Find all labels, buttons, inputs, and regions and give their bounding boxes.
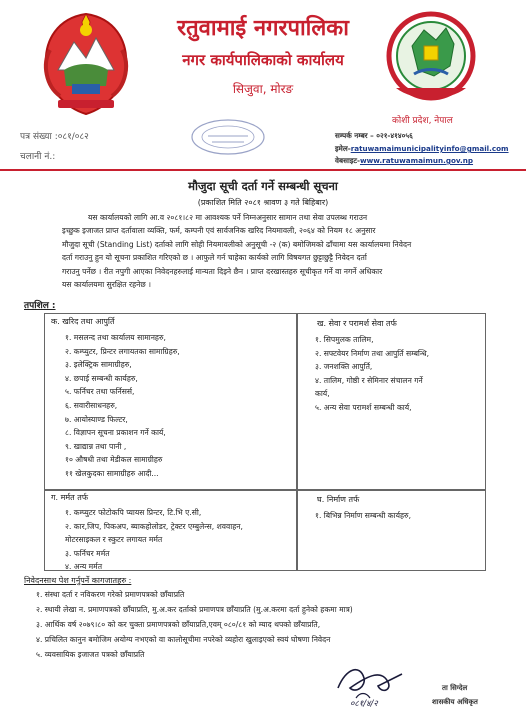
section-gha-list xyxy=(315,509,411,523)
list-item: ११ खेलकुदका सामाग्रीहरु आदी... xyxy=(65,468,159,478)
office-subtitle: नगर कार्यपालिकाको कार्यालय xyxy=(182,51,344,69)
office-stamp-icon xyxy=(188,118,268,156)
email-link[interactable]: ratuwamaimunicipalityinfo@gmail.com xyxy=(350,144,509,153)
list-item: कार्य, xyxy=(315,389,330,399)
list-item: ७. आयोस्याण्ड फिल्टर, xyxy=(65,414,128,424)
list-item: १. कम्प्युटर फोटोकपि प्यायस प्रिन्टर, टि.भि ए.सी, xyxy=(65,508,202,517)
document-item: ४. प्रचिलित कानुन बमोजिम अयोग्य नभएको वा कालोसूचीमा नपरेको व्यहोरा खुलाइएको स्वयं घोषणा निवेदन xyxy=(36,635,331,644)
list-item: २. कम्प्युटर, प्रिन्टर लगायतका सामाग्रिहरु, xyxy=(65,346,180,356)
list-item: ५. फर्निचर तथा फर्निसर्स, xyxy=(65,387,135,397)
list-item: ४. अन्य मर्मत xyxy=(65,562,103,572)
list-item: १. सिपमुलक तालिम, xyxy=(315,335,374,344)
document-item: ५. व्यवसायिक इजाजत पत्रको छाँयाप्रति xyxy=(36,650,145,659)
list-item: ८. विज्ञापन सूचना प्रकाशन गर्ने कार्य, xyxy=(65,428,166,438)
patra-sankhya: पत्र संख्या :०८१/०८२ xyxy=(20,132,89,142)
list-item: १. बिभिन्न निर्माण सम्बन्धी कार्यहरु, xyxy=(315,511,412,520)
list-item: ४. तालिम, गोष्ठी र सेमिनार संचालन गर्ने xyxy=(315,375,423,385)
section-ka-list xyxy=(65,331,180,481)
list-item: ९. खाद्यान्न तथा पानी , xyxy=(65,441,127,451)
chalani-number: चलानी नं.: xyxy=(20,152,56,162)
website-link[interactable]: www.ratuwamaimun.gov.np xyxy=(359,156,474,165)
list-item: २. कार,जिप, पिकअप, ब्याकहोलोडर, ट्रेक्टर एम्बुलेन्स, शववाहन, xyxy=(65,521,243,531)
published-date: (प्रकाशित मिति २०८१ श्रावण ३ गते बिहिबार) xyxy=(197,198,329,207)
list-item: ३. फर्निचर मर्मत xyxy=(65,548,110,558)
list-item: मोटरसाइकल र स्कुटर लगायत मर्मत xyxy=(65,535,163,545)
section-gha-title: घ. निर्माण तर्फ xyxy=(317,495,360,504)
tapasil-label: तपशिल : xyxy=(24,301,56,311)
officer-title: शासकीय अधिकृत xyxy=(432,698,478,706)
list-item: ६. सवारीसाधनहरु, xyxy=(65,400,118,410)
document-item: १. संस्था दर्ता र नविकरण गरेको प्रमाणपत्रको छाँयाप्रति xyxy=(36,590,185,599)
documents-title: निवेदनसाथ पेश गर्नुपर्ने कागजातहरु : xyxy=(24,576,132,585)
contact-phone: सम्पर्क नम्बर – ०२१-४१४०५६ xyxy=(335,131,413,140)
section-gha-box xyxy=(296,489,486,571)
list-item: ४. छपाई सम्बन्धी कार्यहरु, xyxy=(65,373,138,383)
notice-line: इच्छुक इजाजत प्राप्त दर्तावाला व्यक्ति, फर्म, कम्पनी एवं सार्वजनिक खरिद नियमावली, २०६४ को नियम १८ अनुसार xyxy=(62,226,376,236)
list-item: २. सफ्टवेयर निर्माण तथा आपुर्ति सम्बन्धि, xyxy=(315,348,430,358)
notice-line: यस कार्यालयमा सुरक्षित रहनेछ । xyxy=(62,280,151,290)
email-label: इमेल- xyxy=(335,144,351,153)
website-label: वेबसाइट- xyxy=(335,156,360,165)
signature-block xyxy=(320,654,490,716)
officer-name: ता सिग्देल xyxy=(442,684,468,692)
notice-line: मौजुदा सूची (Standing List) दर्ताको लागि सोही नियमावलीको अनुसूची -२ (क) बमोजिमको ढाँचामा यस कार्यालयमा निवेदन xyxy=(62,239,412,249)
section-ka-box xyxy=(44,313,298,491)
document-item: २. स्थायी लेखा न. प्रमाणपत्रको छाँयाप्रति, मु.अ.कर दर्ताको प्रमाणपत्र छाँयाप्रति (मु.अ.करमा दर्ता हुनेको हकमा मात्र) xyxy=(36,605,353,614)
list-item: १० औषधी तथा मेडीकल सामाग्रीहरु xyxy=(65,455,163,465)
list-item: ३. जनशक्ति आपुर्ति, xyxy=(315,362,373,372)
section-ga-box xyxy=(44,489,298,571)
contact-email-row xyxy=(335,144,509,154)
section-kha-list xyxy=(315,333,429,415)
municipality-title: रतुवामाई नगरपालिका xyxy=(177,16,349,41)
section-kha-title: ख. सेवा र परामर्श सेवा तर्फ xyxy=(317,319,397,328)
contact-website-row xyxy=(335,156,473,166)
signature-date: ०८१/४/२ xyxy=(350,699,378,709)
notice-line: दर्ता गराउनु हुन यो सूचना प्रकाशित गरिएको छ । आफुले गर्न चाहेका कार्यको लागि विषयगत छुट्टाछुट्टै निवेदन दर्ता xyxy=(62,253,367,263)
notice-paragraph xyxy=(62,211,484,291)
list-item: ५. अन्य सेवा परामर्श सम्बन्धी कार्य, xyxy=(315,402,412,412)
list-item: १. मसलन्द तथा कार्यालय सामानहरु, xyxy=(65,333,166,342)
document-item: ३. आर्थिक वर्ष २०७९।८० को कर चुक्ता प्रमाणपत्रको छाँयाप्रति,एवम् ०८०/८१ को म्याद थपको छाँयाप्रति, xyxy=(36,620,321,629)
notice-line: गराउनु पर्नेछ । रीत नपुगी आएका निवेदनहरुलाई मान्यता दिइने छैन । प्राप्त दरखास्तहरु सूचीकृत गर्ने वा नगर्ने अधिकार xyxy=(62,266,383,276)
section-ga-list xyxy=(65,506,243,574)
list-item: ३. इलेक्ट्रिक सामाग्रीहरु, xyxy=(65,360,132,370)
section-kha-box xyxy=(296,313,486,491)
office-location: सिजुवा, मोरङ xyxy=(232,82,294,96)
section-ga-title: ग. मर्मत तर्फ xyxy=(51,493,88,502)
section-ka-title: क. खरिद तथा आपुर्ति xyxy=(51,317,115,326)
municipality-seal-icon xyxy=(384,10,478,106)
notice-heading: मौजुदा सूची दर्ता गर्ने सम्बन्धी सूचना xyxy=(188,179,338,193)
header-divider xyxy=(0,169,526,171)
notice-line: यस कार्यालयको लागि आ.व २०८१।८२ मा आवश्यक पर्ने निम्नअनुसार सामान तथा सेवा उपलब्ध गराउन xyxy=(88,213,368,222)
province-label: कोशी प्रदेश, नेपाल xyxy=(392,116,453,126)
